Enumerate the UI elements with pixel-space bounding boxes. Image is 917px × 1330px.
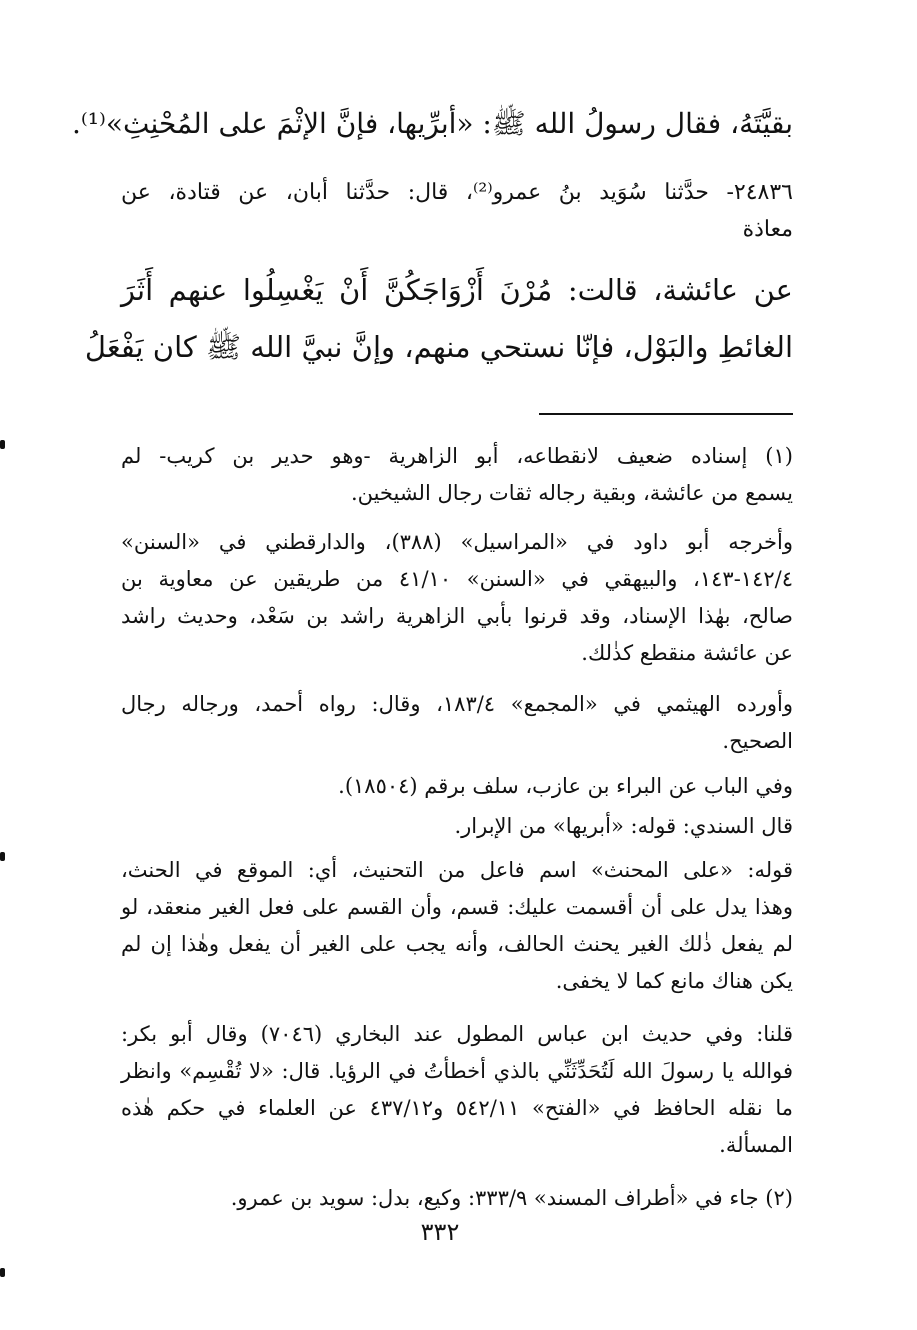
footnote-haythami <box>121 686 793 760</box>
footnote-line: يسمع من عائشة، وبقية رجاله ثقات رجال الشيخين. <box>350 481 793 505</box>
footnote-bab <box>121 768 793 805</box>
footnote-line: فوالله يا رسولَ الله لَتُحَدِّثَنِّي بالذي أخطأتُ في الرؤيا. قال: «لا تُقْسِم» وانظر <box>121 1059 793 1083</box>
footnote-line: عن عائشة منقطع كذٰلك. <box>581 641 793 665</box>
footnote-divider <box>539 413 793 415</box>
footnote-takhrij <box>121 524 793 672</box>
footnote-sindi <box>121 808 793 845</box>
footnote-line: قلنا: وفي حديث ابن عباس المطول عند البخاري (٧٠٤٦) وقال أبو بكر: <box>121 1022 793 1046</box>
footnote-line: قوله: «على المحنث» اسم فاعل من التحنيث، أي: الموقع في الحنث، <box>121 858 793 882</box>
footnote-1 <box>121 438 793 512</box>
footnote-line: المسألة. <box>719 1133 793 1157</box>
footnote-line: (٢) جاء في «أطراف المسند» ٣٣٣/٩: وكيع، بدل: سويد بن عمرو. <box>230 1186 793 1210</box>
scan-margin-mark <box>0 852 5 861</box>
footnote-line: ما نقله الحافظ في «الفتح» ٥٤٢/١١ و٤٣٧/١٢ عن العلماء في حكم هٰذه <box>121 1096 793 1120</box>
hadith-header-line-1: ٢٤٨٣٦- حدَّثنا سُوَيد بنُ عمرو⁽²⁾، قال: حدَّثنا أبان، عن قتادة، عن <box>121 180 793 205</box>
main-text-line-4: الغائطِ والبَوْل، فإنّا نستحي منهم، وإنَّ نبيَّ الله ﷺ كان يَفْعَلُ <box>84 330 793 364</box>
footnote-line: (١) إسناده ضعيف لانقطاعه، أبو الزاهرية -وهو حدير بن كريب- لم <box>121 444 793 468</box>
footnote-line: الصحيح. <box>722 729 793 753</box>
hadith-header-line-2: معاذة <box>742 217 793 242</box>
footnote-line: وأورده الهيثمي في «المجمع» ١٨٣/٤، وقال: رواه أحمد، ورجاله رجال <box>121 692 793 716</box>
footnote-2 <box>121 1180 793 1217</box>
footnote-qulna <box>121 1016 793 1164</box>
footnote-line: وأخرجه أبو داود في «المراسيل» (٣٨٨)، والدارقطني في «السنن» <box>121 530 793 554</box>
footnote-line: يكن هناك مانع كما لا يخفى. <box>555 969 793 993</box>
scan-margin-mark <box>0 1268 5 1277</box>
footnote-line: وهذا يدل على أن أقسمت عليك: قسم، وأن القسم على فعل الغير منعقد، لو <box>121 895 793 919</box>
scan-margin-mark <box>0 440 5 449</box>
footnote-line: صالح، بهٰذا الإسناد، وقد قرنوا بأبي الزاهرية راشد بن سَعْد، وحديث راشد <box>121 604 793 628</box>
hadith-isnad-header <box>121 174 793 248</box>
footnote-line: وفي الباب عن البراء بن عازب، سلف برقم (١٨٥٠٤). <box>338 774 793 798</box>
footnote-line: قال السندي: قوله: «أبريها» من الإبرار. <box>454 814 793 838</box>
main-text-line-1: بقيَّتَهُ، فقال رسولُ الله ﷺ: «أبرِّيها، فإنَّ الإثْمَ على المُحْنِثِ»⁽¹⁾. <box>72 107 793 140</box>
footnote-muhnith <box>121 852 793 1000</box>
main-text-line-3: عن عائشة، قالت: مُرْنَ أَزْوَاجَكُنَّ أَنْ يَغْسِلُوا عنهم أَثَرَ <box>121 273 793 307</box>
footnote-line: لم يفعل ذٰلك الغير يحنث الحالف، وأنه يجب على الغير أن يفعل وهٰذا إن لم <box>121 932 793 956</box>
footnote-line: ١٤٢/٤-١٤٣، والبيهقي في «السنن» ٤١/١٠ من طريقين عن معاوية بن <box>121 567 793 591</box>
page-number: ٣٣٢ <box>420 1218 460 1246</box>
